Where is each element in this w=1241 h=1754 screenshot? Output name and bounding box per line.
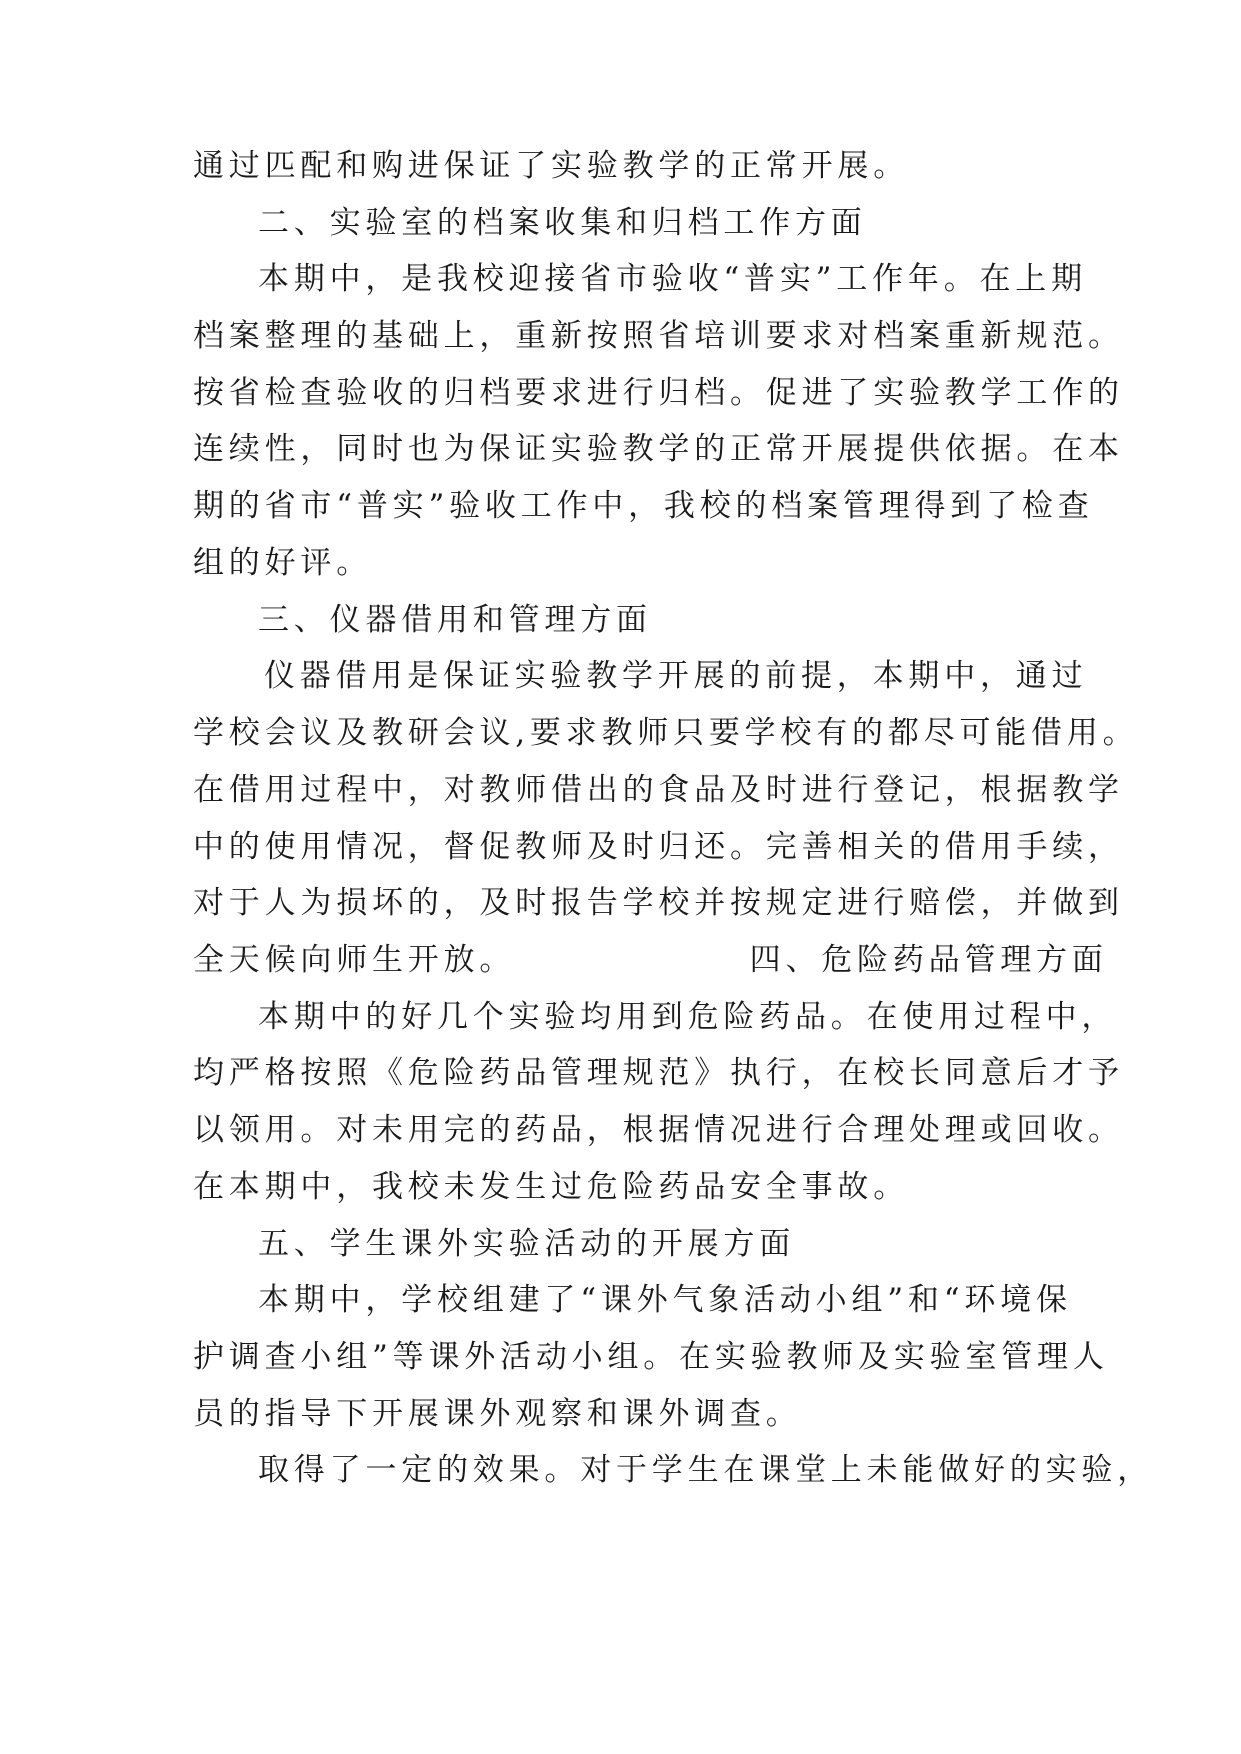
text-line: 按省检查验收的归档要求进行归档。促进了实验教学工作的: [193, 375, 1124, 411]
text-line: 对于人为损坏的，及时报告学校并按规定进行赔偿，并做到: [193, 885, 1124, 921]
text-line: 中的使用情况，督促教师及时归还。完善相关的借用手续，: [193, 829, 1124, 865]
text-line: 在借用过程中，对教师借出的食品及时进行登记，根据教学: [193, 772, 1124, 808]
text-line: 取得了一定的效果。对于学生在课堂上未能做好的实验，: [258, 1452, 1153, 1488]
text-line: 本期中的好几个实验均用到危险药品。在使用过程中，: [258, 999, 1118, 1035]
text-line: 档案整理的基础上，重新按照省培训要求对档案重新规范。: [193, 318, 1124, 354]
text-line: 通过匹配和购进保证了实验教学的正常开展。: [193, 148, 909, 184]
text-line: 期的省市“普实”验收工作中，我校的档案管理得到了检查: [193, 488, 1094, 524]
text-line: 本期中，是我校迎接省市验收“普实”工作年。在上期: [258, 261, 1087, 297]
text-line: 组的好评。: [193, 545, 372, 581]
text-line: 员的指导下开展课外观察和课外调查。: [193, 1396, 802, 1432]
text-line: 学校会议及教研会议,要求教师只要学校有的都尽可能借用。: [193, 715, 1139, 751]
section-heading: 三、仪器借用和管理方面: [258, 602, 652, 638]
section-heading: 二、实验室的档案收集和归档工作方面: [258, 205, 867, 241]
text-line: 以领用。对未用完的药品，根据情况进行合理处理或回收。: [193, 1112, 1124, 1148]
text-line: 均严格按照《危险药品管理规范》执行，在校长同意后才予: [193, 1055, 1124, 1091]
text-line: 连续性，同时也为保证实验教学的正常开展提供依据。在本: [193, 431, 1124, 467]
text-line: 本期中，学校组建了“课外气象活动小组”和“环境保: [258, 1282, 1072, 1318]
text-line: 全天候向师生开放。 四、危险药品管理方面: [193, 942, 1108, 978]
text-line: 仪器借用是保证实验教学开展的前提，本期中，通过: [264, 658, 1088, 694]
section-heading: 五、学生课外实验活动的开展方面: [258, 1226, 795, 1262]
text-line: 在本期中，我校未发生过危险药品安全事故。: [193, 1169, 909, 1205]
text-line: 护调查小组”等课外活动小组。在实验教师及实验室管理人: [193, 1339, 1109, 1375]
